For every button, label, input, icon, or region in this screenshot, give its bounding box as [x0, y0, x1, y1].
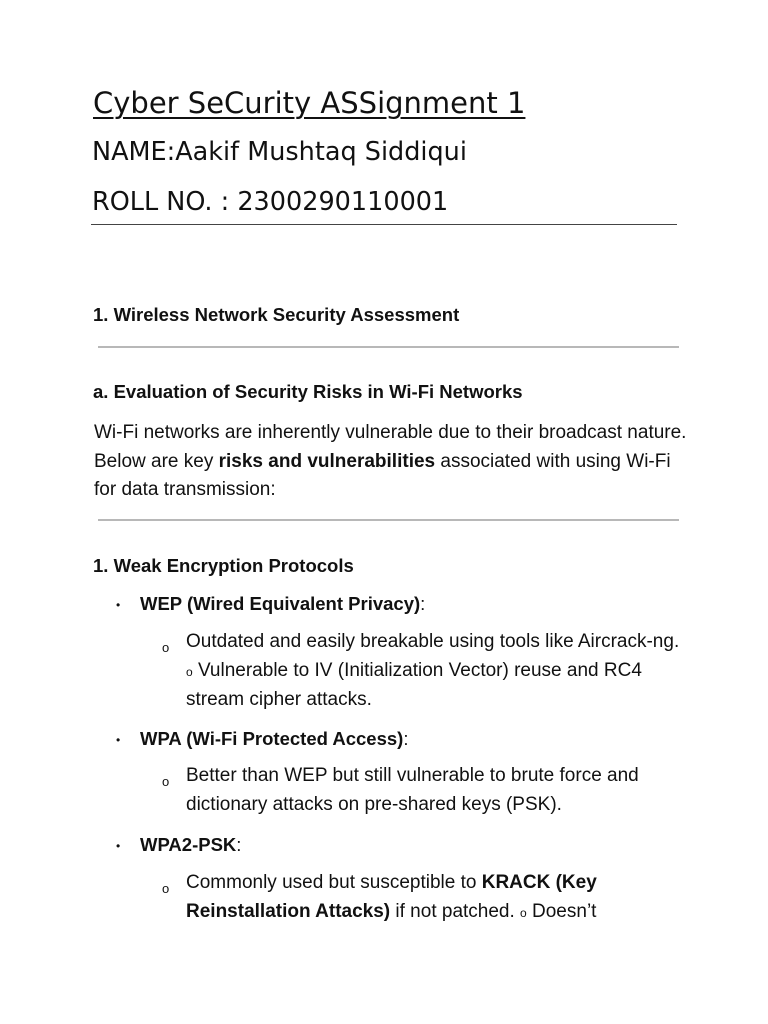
intro-paragraph — [94, 419, 694, 505]
list-item-suffix: : — [420, 593, 426, 614]
bullet-icon: • — [116, 733, 121, 747]
roll-number: ROLL NO. : 2300290110001 — [92, 187, 449, 217]
list-item-detail — [186, 628, 686, 715]
detail-text: Commonly used but susceptible to — [186, 872, 482, 893]
list-item — [140, 593, 425, 615]
list-item-label: WEP (Wired Equivalent Privacy) — [140, 593, 421, 614]
detail-text-bold: KRACK (Key Reinstallation Attacks) — [186, 872, 597, 922]
paragraph-divider — [98, 519, 679, 521]
intro-text-2: associated with using Wi-Fi for data transmission: — [94, 450, 671, 501]
detail-text: Doesn’t — [532, 900, 597, 922]
list-item-suffix: : — [236, 834, 242, 855]
list-item — [140, 834, 241, 856]
list-item-detail — [186, 869, 686, 927]
sub-bullet-icon: o — [162, 640, 170, 655]
section-heading: 1. Wireless Network Security Assessment — [93, 304, 460, 325]
subsection-heading: a. Evaluation of Security Risks in Wi-Fi Networks — [93, 381, 523, 402]
student-name: NAME:Aakif Mushtaq Siddiqui — [92, 137, 467, 167]
bullet-icon: • — [116, 839, 121, 853]
detail-text: if not patched. — [390, 900, 521, 922]
sub-bullet-icon: o — [162, 881, 170, 896]
list-item-suffix: : — [403, 728, 409, 749]
list-item — [140, 728, 408, 750]
inline-sub-bullet-icon: o — [186, 664, 193, 679]
document-title: Cyber SeCurity ASSignment 1 — [93, 86, 526, 120]
inline-sub-bullet-icon: o — [520, 905, 527, 920]
detail-text: Better than WEP but still vulnerable to brute force and dictionary attacks on pre-shared keys (PSK). — [186, 765, 639, 815]
intro-text-1: Wi-Fi networks are inherently vulnerable due to their broadcast nature. Below are key — [94, 422, 687, 472]
sub-bullet-icon: o — [162, 774, 170, 789]
list-item-detail — [186, 762, 686, 819]
list-item-label: WPA2-PSK — [140, 834, 237, 855]
section-divider — [98, 346, 679, 348]
list-item-label: WPA (Wi-Fi Protected Access) — [140, 728, 404, 749]
detail-text: Outdated and easily breakable using tools like Aircrack-ng. — [186, 631, 680, 652]
intro-text-bold: risks and vulnerabilities — [218, 450, 436, 472]
bullet-icon: • — [116, 598, 121, 612]
header-divider — [91, 224, 677, 225]
weak-encryption-heading: 1. Weak Encryption Protocols — [93, 555, 354, 576]
detail-text: Vulnerable to IV (Initialization Vector) reuse and RC4 stream cipher attacks. — [186, 659, 642, 711]
